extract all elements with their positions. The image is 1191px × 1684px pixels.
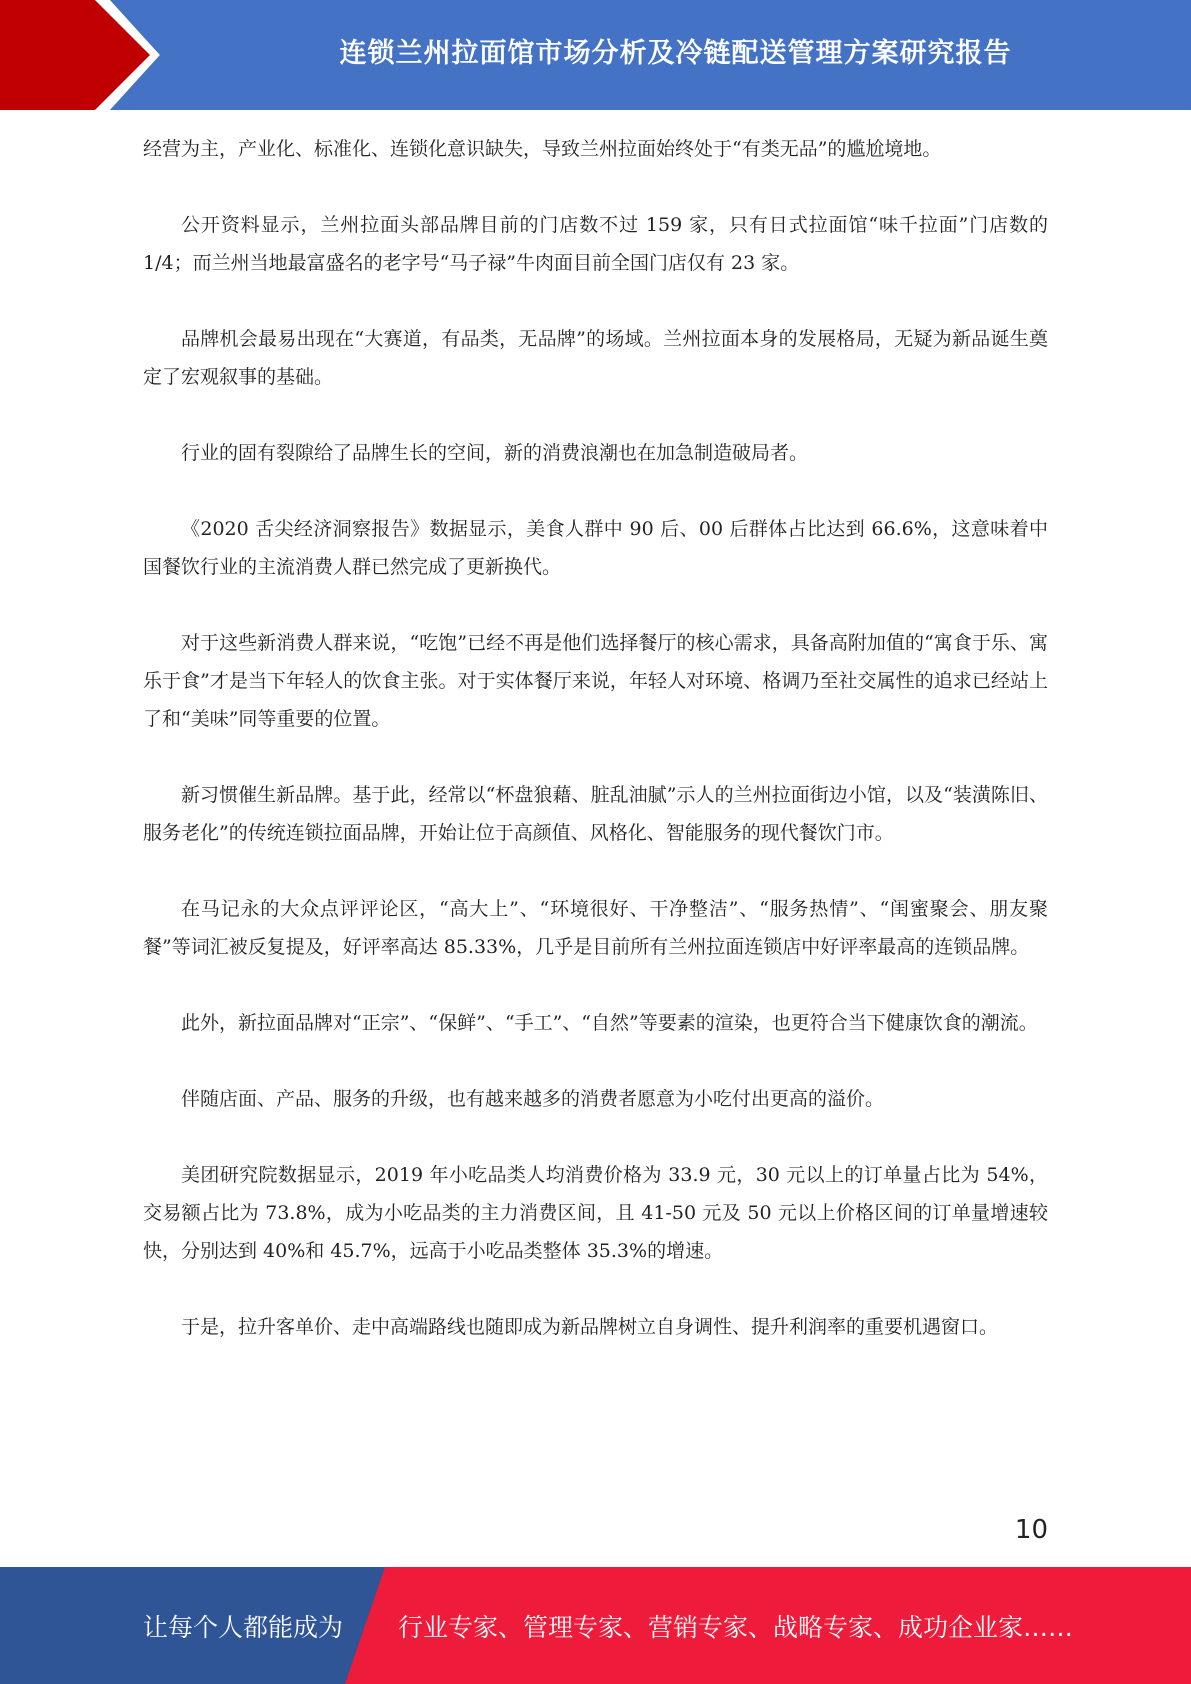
paragraph: 伴随店面、产品、服务的升级，也有越来越多的消费者愿意为小吃付出更高的溢价。 bbox=[181, 1088, 885, 1110]
paragraph: 此外，新拉面品牌对“正宗”、“保鲜”、“手工”、“自然”等要素的渲染，也更符合当下健康饮食的潮流。 bbox=[181, 1012, 1038, 1034]
paragraph: 在马记永的大众点评评论区，“高大上”、“环境很好、干净整洁”、“服务热情”、“闺蜜聚会、朋友聚餐”等词汇被反复提及，好评率高达 85.33%，几乎是目前所有兰州拉面连锁店中好评率最高的连锁品牌。 bbox=[143, 898, 1048, 958]
footer-slogan-right: 行业专家、管理专家、营销专家、战略专家、成功企业家…… bbox=[398, 1612, 1074, 1642]
paragraph: 对于这些新消费人群来说，“吃饱”已经不再是他们选择餐厅的核心需求，具备高附加值的“寓食于乐、寓乐于食”才是当下年轻人的饮食主张。对于实体餐厅来说，年轻人对环境、格调乃至社交属性的追求已经站上了和“美味”同等重要的位置。 bbox=[143, 632, 1048, 730]
paragraph: 行业的固有裂隙给了品牌生长的空间，新的消费浪潮也在加急制造破局者。 bbox=[181, 442, 809, 464]
header-banner bbox=[0, 0, 1191, 110]
footer-banner bbox=[0, 1567, 1191, 1684]
paragraph: 美团研究院数据显示，2019 年小吃品类人均消费价格为 33.9 元，30 元以上的订单量占比为 54%，交易额占比为 73.8%，成为小吃品类的主力消费区间，且 41-50 元及 50 元以上价格区间的订单量增速较快，分别达到 40%和 45.7%，远高于小吃品类整体 35.3%的增速。 bbox=[143, 1164, 1048, 1262]
paragraph: 品牌机会最易出现在“大赛道，有品类，无品牌”的场域。兰州拉面本身的发展格局，无疑为新品诞生奠定了宏观叙事的基础。 bbox=[143, 328, 1048, 388]
paragraph: 公开资料显示，兰州拉面头部品牌目前的门店数不过 159 家，只有日式拉面馆“味千拉面”门店数的 1/4；而兰州当地最富盛名的老字号“马子禄”牛肉面目前全国门店仅有 23 家。 bbox=[143, 214, 1048, 274]
paragraph: 新习惯催生新品牌。基于此，经常以“杯盘狼藉、脏乱油腻”示人的兰州拉面街边小馆，以及“装潢陈旧、服务老化”的传统连锁拉面品牌，开始让位于高颜值、风格化、智能服务的现代餐饮门市。 bbox=[143, 784, 1048, 844]
footer-slogan-left: 让每个人都能成为 bbox=[143, 1612, 344, 1642]
paragraph: 于是，拉升客单价、走中高端路线也随即成为新品牌树立自身调性、提升利润率的重要机遇窗口。 bbox=[181, 1316, 999, 1338]
page-title: 连锁兰州拉面馆市场分析及冷链配送管理方案研究报告 bbox=[339, 37, 1012, 69]
paragraph: 经营为主，产业化、标准化、连锁化意识缺失，导致兰州拉面始终处于“有类无品”的尴尬境地。 bbox=[143, 138, 942, 160]
body-text bbox=[143, 130, 1048, 1384]
paragraph: 《2020 舌尖经济洞察报告》数据显示，美食人群中 90 后、00 后群体占比达到 66.6%，这意味着中国餐饮行业的主流消费人群已然完成了更新换代。 bbox=[143, 518, 1048, 578]
page-number: 10 bbox=[1014, 1515, 1048, 1545]
